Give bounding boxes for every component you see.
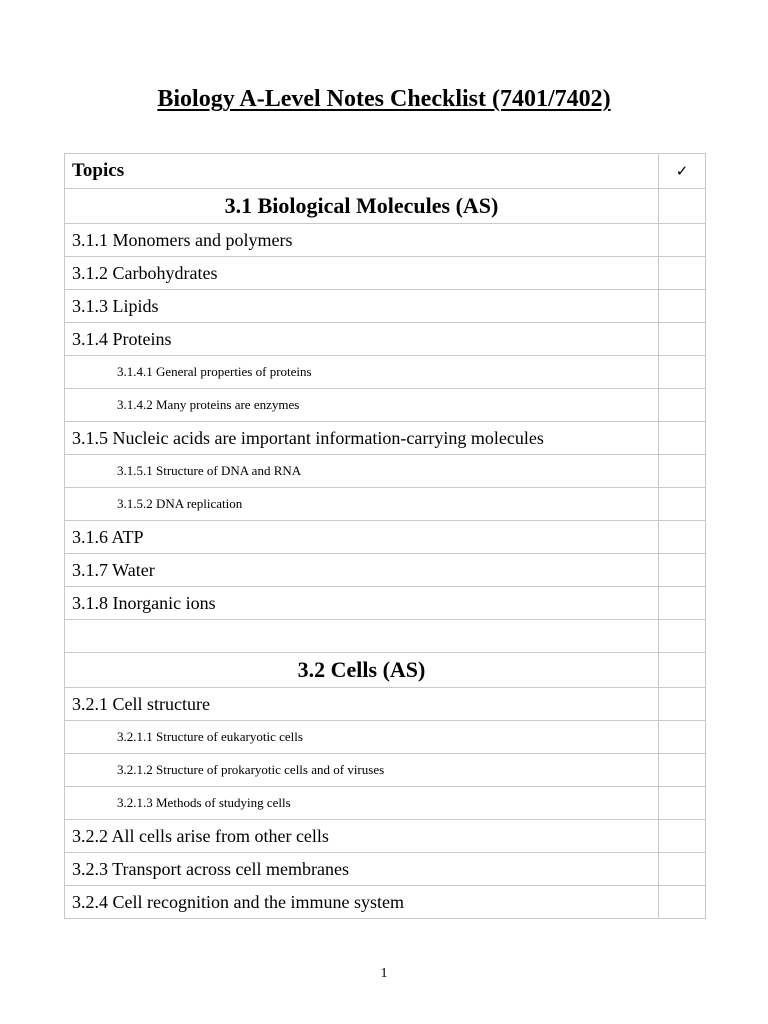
topic-label: 3.2.4 Cell recognition and the immune system xyxy=(65,886,659,919)
document-title: Biology A-Level Notes Checklist (7401/7402) xyxy=(157,86,611,112)
checklist-table xyxy=(64,153,706,919)
topics-header: Topics xyxy=(65,154,659,189)
topic-label: 3.1.5.1 Structure of DNA and RNA xyxy=(65,455,659,488)
topic-label: 3.1.5.2 DNA replication xyxy=(65,488,659,521)
section-heading: 3.1 Biological Molecules (AS) xyxy=(65,189,659,224)
topic-label: 3.2.3 Transport across cell membranes xyxy=(65,853,659,886)
checkbox-cell[interactable] xyxy=(659,620,706,653)
subtopic-row xyxy=(65,356,706,389)
topic-label: 3.1.1 Monomers and polymers xyxy=(65,224,659,257)
blank-row xyxy=(65,620,706,653)
checkbox-cell[interactable] xyxy=(659,290,706,323)
checkbox-cell[interactable] xyxy=(659,653,706,688)
topic-label: 3.1.8 Inorganic ions xyxy=(65,587,659,620)
checkbox-cell[interactable] xyxy=(659,488,706,521)
subtopic-row xyxy=(65,488,706,521)
topic-label: 3.1.3 Lipids xyxy=(65,290,659,323)
page-number: 1 xyxy=(380,966,388,981)
checkbox-cell[interactable] xyxy=(659,587,706,620)
topic-row xyxy=(65,290,706,323)
topic-row xyxy=(65,422,706,455)
table-header-row xyxy=(65,154,706,189)
checkbox-cell[interactable] xyxy=(659,455,706,488)
checkbox-cell[interactable] xyxy=(659,886,706,919)
topic-label xyxy=(65,620,659,653)
topic-label: 3.2.1.2 Structure of prokaryotic cells and of viruses xyxy=(65,754,659,787)
topic-row xyxy=(65,257,706,290)
topic-label: 3.2.1 Cell structure xyxy=(65,688,659,721)
topic-label: 3.1.7 Water xyxy=(65,554,659,587)
checkbox-cell[interactable] xyxy=(659,554,706,587)
checkbox-cell[interactable] xyxy=(659,323,706,356)
topic-row xyxy=(65,521,706,554)
topic-row xyxy=(65,554,706,587)
checkmark-icon: ✓ xyxy=(659,154,706,189)
checkbox-cell[interactable] xyxy=(659,721,706,754)
checkbox-cell[interactable] xyxy=(659,224,706,257)
topic-row xyxy=(65,224,706,257)
checklist-body xyxy=(65,154,706,919)
section-heading: 3.2 Cells (AS) xyxy=(65,653,659,688)
topic-label: 3.1.4 Proteins xyxy=(65,323,659,356)
topic-label: 3.1.5 Nucleic acids are important information-carrying molecules xyxy=(65,422,659,455)
section-heading-row xyxy=(65,189,706,224)
topic-label: 3.1.2 Carbohydrates xyxy=(65,257,659,290)
topic-label: 3.2.1.1 Structure of eukaryotic cells xyxy=(65,721,659,754)
checkbox-cell[interactable] xyxy=(659,754,706,787)
checkbox-cell[interactable] xyxy=(659,688,706,721)
topic-row xyxy=(65,587,706,620)
checkbox-cell[interactable] xyxy=(659,853,706,886)
subtopic-row xyxy=(65,455,706,488)
topic-row xyxy=(65,688,706,721)
section-heading-row xyxy=(65,653,706,688)
topic-label: 3.2.1.3 Methods of studying cells xyxy=(65,787,659,820)
topic-row xyxy=(65,820,706,853)
topic-row xyxy=(65,886,706,919)
checkbox-cell[interactable] xyxy=(659,787,706,820)
topic-row xyxy=(65,853,706,886)
subtopic-row xyxy=(65,787,706,820)
checkbox-cell[interactable] xyxy=(659,257,706,290)
checkbox-cell[interactable] xyxy=(659,389,706,422)
checkbox-cell[interactable] xyxy=(659,820,706,853)
subtopic-row xyxy=(65,754,706,787)
checkbox-cell[interactable] xyxy=(659,521,706,554)
checkbox-cell[interactable] xyxy=(659,189,706,224)
topic-label: 3.1.4.1 General properties of proteins xyxy=(65,356,659,389)
subtopic-row xyxy=(65,721,706,754)
topic-row xyxy=(65,323,706,356)
checkbox-cell[interactable] xyxy=(659,356,706,389)
topic-label: 3.2.2 All cells arise from other cells xyxy=(65,820,659,853)
subtopic-row xyxy=(65,389,706,422)
checkbox-cell[interactable] xyxy=(659,422,706,455)
topic-label: 3.1.4.2 Many proteins are enzymes xyxy=(65,389,659,422)
topic-label: 3.1.6 ATP xyxy=(65,521,659,554)
